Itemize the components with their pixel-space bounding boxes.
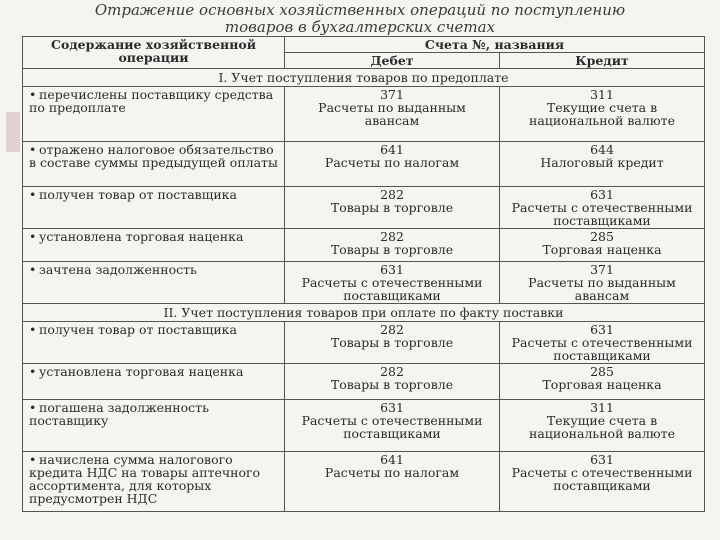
credit-cell [500,262,705,304]
section-row [23,304,705,322]
operation-text: получен товар от поставщика [39,187,237,202]
debit-name: Расчеты по налогам [324,465,460,480]
table-row [23,452,705,512]
credit-cell [500,400,705,452]
credit-number: 285 [590,364,614,379]
section-row [23,69,705,87]
accounts-table [22,36,705,512]
table-row [23,262,705,304]
table-header-row [23,37,705,53]
debit-number: 282 [380,364,404,379]
credit-name: Налоговый кредит [540,155,664,170]
operation-text: получен товар от поставщика [39,322,237,337]
debit-cell [285,187,500,229]
header-content: Содержание хозяйственной операции [23,37,285,69]
section-title: II. Учет поступления товаров при оплате по факту поставки [23,304,705,322]
credit-name: Текущие счета в национальной валюте [529,413,675,441]
operation-cell [23,262,285,304]
credit-number: 631 [590,322,614,337]
bullet-icon: • [29,87,37,102]
bullet-icon: • [29,364,37,379]
credit-cell [500,187,705,229]
bullet-icon: • [29,142,37,157]
operation-text: зачтена задолженность [39,262,197,277]
credit-cell [500,364,705,400]
operation-cell [23,452,285,512]
credit-cell [500,142,705,187]
operation-text: перечислены поставщику средства по предоплате [29,87,274,115]
debit-name: Расчеты по налогам [324,155,460,170]
table-row [23,322,705,364]
credit-cell [500,229,705,262]
credit-name: Торговая наценка [542,377,662,392]
credit-name: Текущие счета в национальной валюте [529,100,675,128]
operation-cell [23,364,285,400]
operation-text: установлена торговая наценка [39,364,244,379]
credit-name: Расчеты с отечественными поставщиками [511,465,693,493]
credit-number: 631 [590,452,614,467]
title-line-2: товаров в бухгалтерских счетах [224,18,496,36]
debit-cell [285,364,500,400]
table-row [23,364,705,400]
debit-name: Товары в торговле [330,200,454,215]
operation-text: установлена торговая наценка [39,229,244,244]
header-debit: Дебет [285,53,500,69]
title-line-1: Отражение основных хозяйственных операций по поступлению [94,1,626,19]
header-credit: Кредит [500,53,705,69]
debit-name: Товары в торговле [330,242,454,257]
bullet-icon: • [29,187,37,202]
margin-mark [6,112,20,152]
credit-cell [500,87,705,142]
credit-cell [500,452,705,512]
table-row [23,142,705,187]
credit-name: Расчеты с отечественными поставщиками [511,335,693,363]
credit-number: 311 [590,87,614,102]
credit-number: 631 [590,187,614,202]
table-row [23,187,705,229]
bullet-icon: • [29,400,37,415]
debit-cell [285,262,500,304]
credit-cell [500,322,705,364]
debit-cell [285,229,500,262]
bullet-icon: • [29,322,37,337]
bullet-icon: • [29,229,37,244]
debit-number: 641 [380,142,404,157]
debit-number: 282 [380,187,404,202]
debit-number: 641 [380,452,404,467]
page-title [0,2,720,36]
debit-name: Расчеты по выданным авансам [318,100,466,128]
credit-number: 644 [590,142,614,157]
debit-number: 371 [380,87,404,102]
debit-number: 631 [380,400,404,415]
table-row [23,400,705,452]
credit-name: Расчеты по выданным авансам [528,275,676,303]
operation-text: погашена задолженность поставщику [29,400,209,428]
credit-name: Торговая наценка [542,242,662,257]
header-accounts: Счета №, названия [285,37,705,53]
table-row [23,87,705,142]
credit-number: 311 [590,400,614,415]
credit-number: 285 [590,229,614,244]
operation-cell [23,229,285,262]
operation-cell [23,187,285,229]
section-title: I. Учет поступления товаров по предоплате [23,69,705,87]
credit-name: Расчеты с отечественными поставщиками [511,200,693,228]
bullet-icon: • [29,262,37,277]
operation-text: начислена сумма налогового кредита НДС на товары аптечного ассортимента, для которых предусмотрен НДС [29,452,261,506]
operation-cell [23,87,285,142]
table-row [23,229,705,262]
credit-number: 371 [590,262,614,277]
debit-name: Расчеты с отечественными поставщиками [301,275,483,303]
debit-name: Товары в торговле [330,377,454,392]
operation-cell [23,400,285,452]
debit-cell [285,322,500,364]
operation-cell [23,322,285,364]
debit-name: Товары в торговле [330,335,454,350]
debit-cell [285,452,500,512]
debit-cell [285,87,500,142]
bullet-icon: • [29,452,37,467]
debit-cell [285,400,500,452]
debit-number: 631 [380,262,404,277]
debit-cell [285,142,500,187]
operation-text: отражено налоговое обязательство в составе суммы предыдущей оплаты [29,142,278,170]
debit-number: 282 [380,322,404,337]
operation-cell [23,142,285,187]
debit-name: Расчеты с отечественными поставщиками [301,413,483,441]
debit-number: 282 [380,229,404,244]
